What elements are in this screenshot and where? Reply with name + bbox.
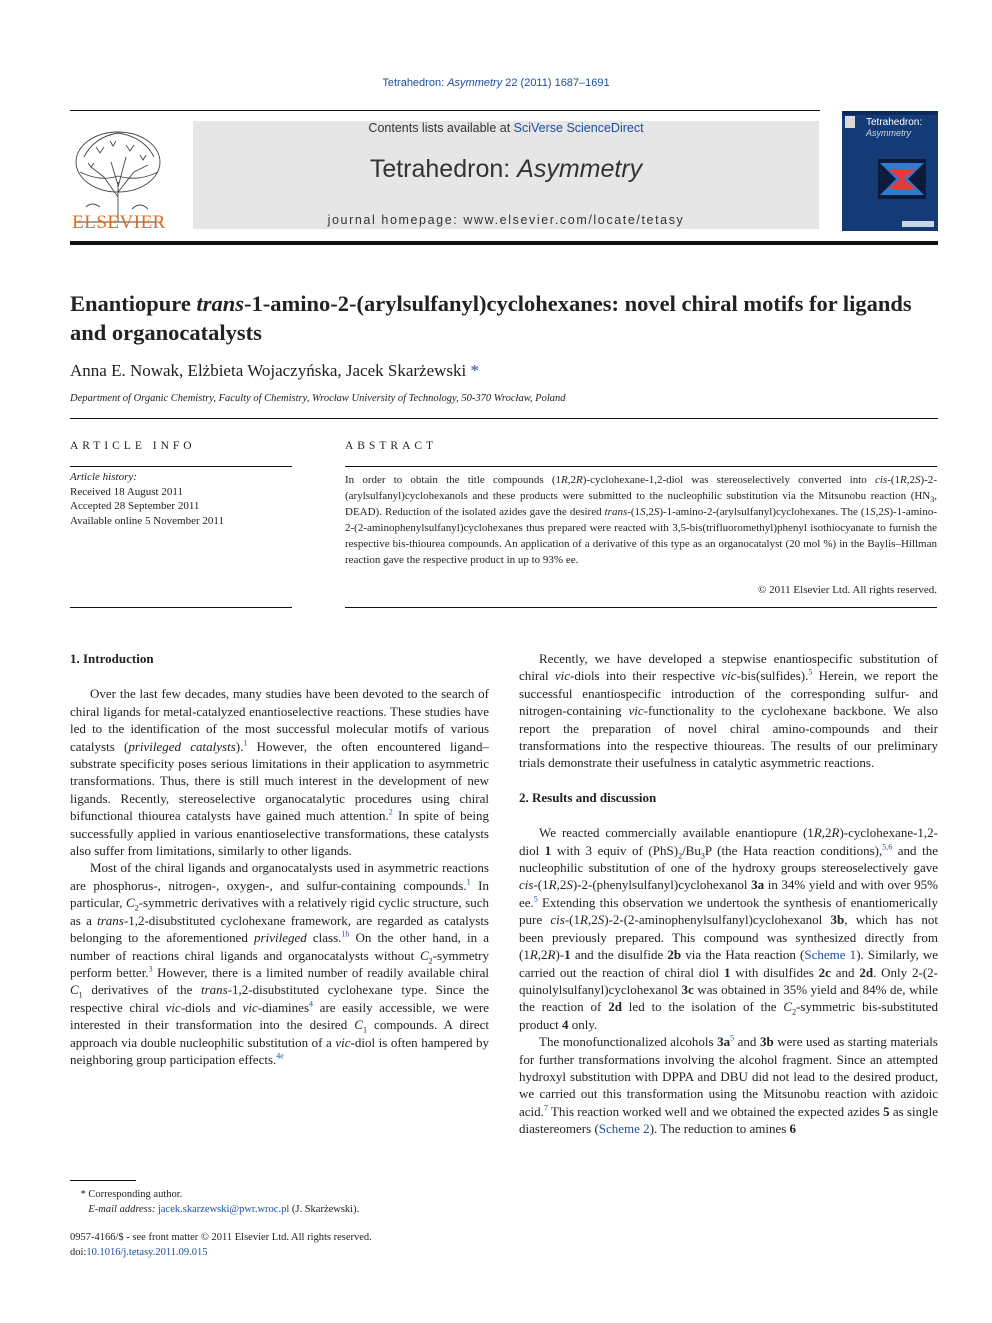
history-label: Article history: [70, 471, 137, 483]
corresponding-label: Corresponding author. [88, 1189, 183, 1200]
title-post: -1-amino-2-(arylsulfanyl)cyclohexanes: novel chiral motifs for ligands and organocatalysts [70, 291, 912, 345]
title-pre: Enantiopure [70, 291, 197, 316]
journal-name-italic: Asymmetry [517, 155, 643, 183]
results-paragraph-1: We reacted commercially available enantiopure (1R,2R)-cyclohexane-1,2-diol 1 with 3 equiv of $(PhS)_2/Bu_3P$ (the Hata reaction conditions),$^{5,6}$ and the nucleophilic substitution of one of the hydroxy groups stereoselectively gave cis-(1R,2S)-2-(phenylsulfanyl)cyclohexanol 3a in 34% yield and with over 95% ee.$^5$ Extending this observation we undertook the synthesis of enantiomerically pure cis-(1R,2S)-2-(2-aminophenylsulfanyl)cyclohexanol 3b, which has not been previously prepared. This compound was synthesized directly from (1R,2R)-1 and the disulfide 2b via the Hata reaction (Scheme 1). Similarly, we carried out the reaction of chiral diol 1 with disulfides 2c and 2d. Only 2-(2-quinolylsulfanyl)cyclohexanol 3c was obtained in 35% yield and 84% de, while the reaction of 2d led to the isolation of the $C_2$-symmetric bis-substituted product 4 only. [519, 825, 939, 1032]
issn-block [70, 1231, 372, 1260]
author-email-link[interactable]: jacek.skarzewski@pwr.wroc.pl [157, 1204, 290, 1215]
journal-title [193, 155, 819, 184]
intro-paragraph-2: Most of the chiral ligands and organocatalysts used in asymmetric reactions are phosphorus-, nitrogen-, oxygen-, and sulfur-containing compounds.$^1$ In particular, $C_2$-symmetric derivatives with a relatively rigid cyclic structure, such as a trans-1,2-disubstituted cyclohexane framework, are regarded as catalysts belonging to the aforementioned privileged class.$^{1b}$ On the other hand, in a number of reactions chiral ligands and organocatalysts without $C_2$-symmetry perform better.$^3$ However, there is a limited number of readily available chiral $C_1$ derivatives of the trans-1,2-disubstituted cyclohexane type. Since the respective chiral vic-diols and vic-diamines$^4$ are easily accessible, we were interested in their transformation into the desired $C_1$ compounds. A direct approach via double nucleophilic substitution of a vic-diol is often hampered by neighboring group participation effects.$^{4e}$ [70, 860, 490, 1067]
footnote [70, 1187, 359, 1217]
elsevier-wordmark: ELSEVIER [72, 212, 166, 233]
cover-badge [845, 116, 855, 128]
results-heading: 2. Results and discussion [519, 789, 657, 805]
received-date: Received 18 August 2011 [70, 485, 183, 498]
affil-rule [70, 418, 938, 419]
journal-cover[interactable] [842, 111, 938, 231]
intro-paragraph-1: Over the last few decades, many studies have been devoted to the search of chiral ligands for metal-catalyzed enantioselective reactions. These studies have led to the identification of the most successful molecular motifs of various catalysts (privileged catalysts).$^1$ However, the often encountered ligand–substrate specificity poses serious limitations in their application to asymmetric transformations. Thus, there is still much interest in the development of new ligands. Recently, stereoselective organocatalytic procedures using chiral bifunctional thiourea catalysts have gained much attention.$^2$ In spite of being successfully applied in various enantioselective transformations, these catalysts also suffer from limitations, similarly to other ligands. [70, 686, 490, 859]
author-list [70, 361, 479, 381]
citation-journal-italic: Asymmetry [447, 77, 503, 89]
cover-publisher-mark [902, 221, 934, 227]
abstract-rule-top [345, 466, 937, 467]
cover-title-sub: Asymmetry [866, 128, 911, 138]
citation-volume: 22 (2011) 1687–1691 [502, 77, 610, 89]
doi-label: doi: [70, 1246, 87, 1258]
sciencedirect-link[interactable]: SciVerse ScienceDirect [513, 121, 644, 135]
article-info-heading: ARTICLE INFO [70, 440, 196, 452]
cover-title-main: Tetrahedron: [866, 117, 923, 128]
email-note [70, 1202, 359, 1217]
corresponding-mark[interactable]: * [466, 361, 480, 380]
article-history [70, 470, 224, 528]
accepted-date: Accepted 28 September 2011 [70, 500, 200, 512]
abstract-copyright: © 2011 Elsevier Ltd. All rights reserved. [757, 584, 937, 596]
cover-title [866, 117, 922, 138]
footnote-rule [70, 1180, 136, 1181]
contents-prefix: Contents lists available at [368, 121, 514, 135]
authors: Anna E. Nowak, Elżbieta Wojaczyńska, Jacek Skarżewski [70, 361, 467, 380]
cover-topbar [842, 111, 938, 115]
cover-artwork [878, 159, 926, 199]
info-rule-top [70, 466, 292, 467]
issn-line: 0957-4166/$ - see front matter © 2011 Elsevier Ltd. All rights reserved. [70, 1232, 372, 1243]
online-date: Available online 5 November 2011 [70, 514, 224, 527]
journal-homepage[interactable]: journal homepage: www.elsevier.com/locate/tetasy [327, 213, 685, 227]
corresponding-note: * Corresponding author. [70, 1189, 183, 1200]
intro-heading: 1. Introduction [70, 651, 154, 666]
affiliation: Department of Organic Chemistry, Faculty of Chemistry, Wrocław University of Technology, 50-370 Wrocław, Poland [70, 393, 566, 404]
citation-journal: Tetrahedron: [382, 77, 448, 89]
info-rule-bottom [70, 607, 292, 608]
abstract-rule-bottom [345, 607, 937, 608]
abstract-body: In order to obtain the title compounds (1R,2R)-cyclohexane-1,2-diol was stereoselectively converted into cis-(1R,2S)-2-(arylsulfanyl)cyclohexanols and these products were submitted to the nucleophilic substitution via the Mitsunobu reaction ($HN_3$, DEAD). Reduction of the isolated azides gave the desired trans-(1S,2S)-1-amino-2-(arylsulfanyl)cyclohexanes. The (1S,2S)-1-amino-2-(2-aminophenylsulfanyl)cyclohexanes thus prepared were reacted with 3,5-bis(trifluoromethyl)phenyl isothiocyanate to furnish the respective bis-thiourea compounds. An application of a derivative of this type as an organocatalyst (20 mol %) in the Baylis–Hillman reaction gave the respective product in up to 93% ee. [345, 474, 937, 566]
header-bottom-rule [70, 241, 938, 245]
abstract-heading: ABSTRACT [345, 440, 438, 452]
title-italic: trans [196, 291, 245, 316]
article-title [70, 289, 930, 347]
left-column [70, 650, 489, 1068]
contents-line [193, 121, 819, 135]
results-paragraph-2: The monofunctionalized alcohols $3a^5$ and 3b were used as starting materials for further transformations involving the alcohol fragment. Since an attempted hydroxyl substitution with DPPA and DBU did not lead to the desired product, we carried out this transformation using the Mitsunobu reaction with azidoic acid.$^7$ This reaction worked well and we obtained the expected azides 5 as single diastereomers (Scheme 2). The reduction to amines 6 [519, 1033, 938, 1137]
journal-name: Tetrahedron: [369, 155, 518, 183]
intro-paragraph-3: Recently, we have developed a stepwise enantiospecific substitution of chiral vic-diols into their respective vic-bis(sulfides).$^5$ Herein, we report the successful enantiospecific introduction of the corresponding sulfur- and nitrogen-containing vic-functionality to the cyclohexane backbone. We also report the preparation of novel chiral amino-compounds and their transformations into the respective thioureas. The results of our preliminary trials demonstrate their usefulness in catalytic asymmetric reactions. [519, 651, 939, 771]
right-column [519, 650, 938, 1138]
doi-line [70, 1246, 372, 1261]
email-label: E-mail address: [88, 1204, 158, 1215]
journal-citation[interactable] [0, 77, 992, 89]
header-top-rule [70, 110, 820, 111]
email-suffix: (J. Skarżewski). [289, 1204, 360, 1215]
doi-link[interactable]: 10.1016/j.tetasy.2011.09.015 [86, 1246, 208, 1258]
